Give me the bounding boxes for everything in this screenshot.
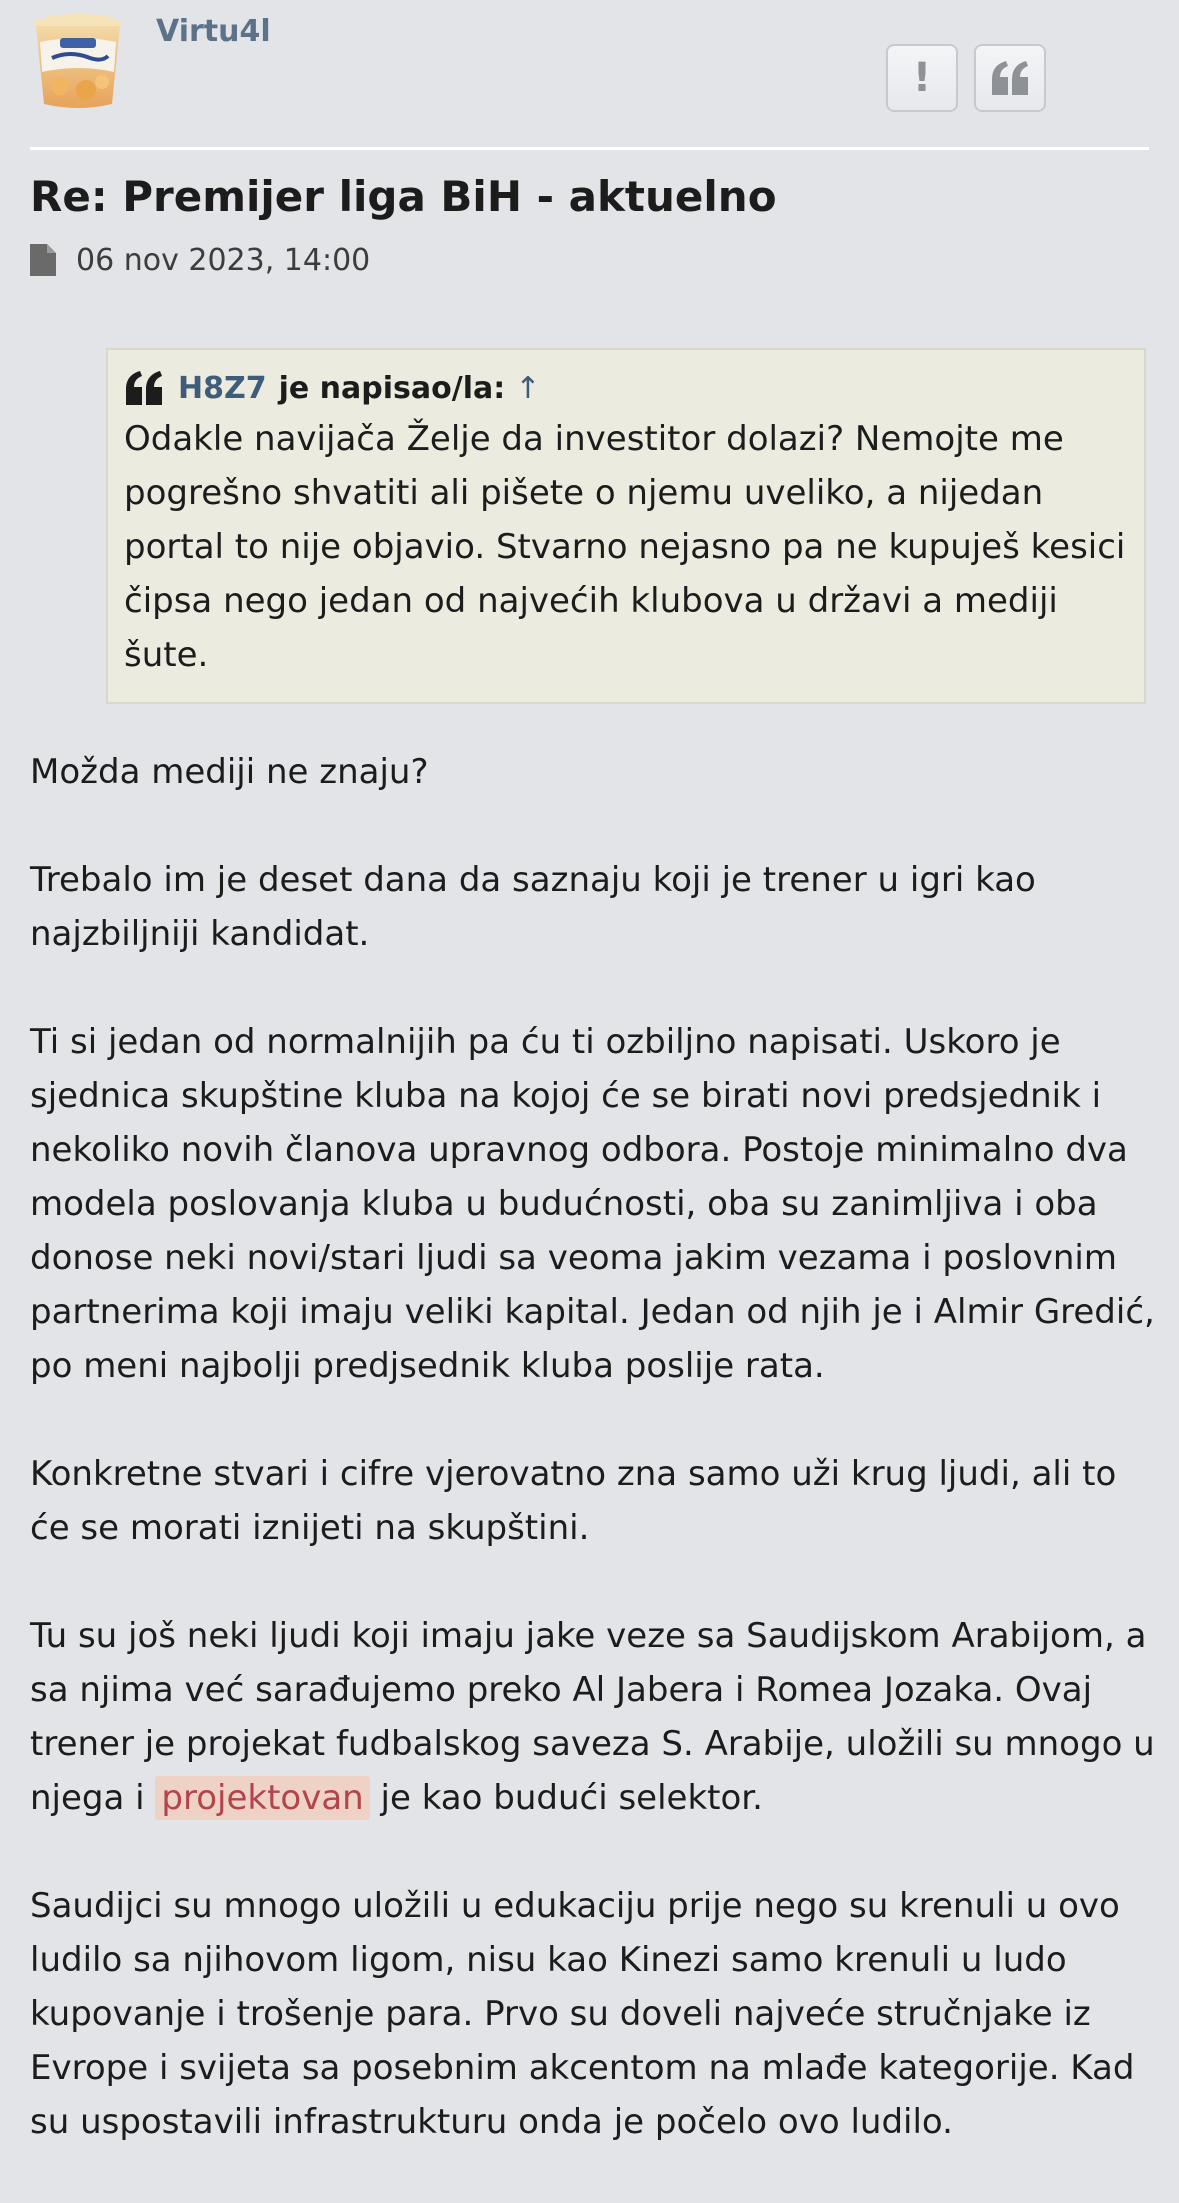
post-paragraph [30, 1609, 1155, 1825]
post-meta [30, 242, 370, 278]
paragraph-text: je kao budući selektor. [369, 1778, 763, 1818]
quote-icon [124, 371, 164, 405]
quote-said-label: je napisao/la: [278, 370, 506, 406]
post-paragraph: Možda mediji ne znaju? [30, 752, 429, 792]
quote-header [124, 366, 1130, 410]
post-title[interactable]: Re: Premijer liga BiH - aktuelno [30, 172, 777, 221]
avatar[interactable] [30, 12, 126, 110]
post-paragraph: Saudijci su mnogo uložili u edukaciju prije nego su krenuli u ovo ludilo sa njihovom ligom, nisu kao Kinezi samo krenuli u ludo kupovanje i trošenje para. Prvo su doveli najveće stručnjake iz Evrope i svijeta sa posebnim akcentom na mlađe kategorije. Kad su uspostavili infrastrukturu onda je počelo ovo ludilo. [30, 1886, 1135, 2142]
quote-block [106, 348, 1146, 704]
quote-marks-icon [990, 61, 1030, 95]
post-body [30, 745, 1155, 2203]
paragraph-text: Tu su još neki ljudi koji imaju jake veze sa Saudijskom Arabijom, a sa njima već sarađujemo preko Al Jabera i Romea Jozaka. Ovaj trener je projekat fudbalskog saveza S. Arabije, uložili su mnogo u njega i [30, 1616, 1155, 1818]
highlighted-word: projektovan [155, 1776, 369, 1820]
report-button[interactable] [886, 44, 958, 112]
quote-button[interactable] [974, 44, 1046, 112]
header-divider [30, 147, 1149, 150]
post-paragraph: Trebalo im je deset dana da saznaju koji je trener u igri kao najzbiljniji kandidat. [30, 860, 1036, 954]
quote-author-link[interactable]: H8Z7 [178, 370, 267, 406]
post-paragraph: Ti si jedan od normalnijih pa ću ti ozbiljno napisati. Uskoro je sjednica skupštine kluba na kojoj će se birati novi predsjednik i nekoliko novih članova upravnog odbora. Postoje minimalno dva modela poslovanja kluba u budućnosti, oba su zanimljiva i oba donose neki novi/stari ljudi sa veoma jakim vezama i poslovnim partnerima koji imaju veliki kapital. Jedan od njih je i Almir Gredić, po meni najbolji predjsednik kluba poslije rata. [30, 1022, 1155, 1386]
quote-source-arrow-icon[interactable]: ↑ [515, 370, 541, 406]
post-date: 06 nov 2023, 14:00 [76, 242, 371, 278]
quote-text: Odakle navijača Želje da investitor dolazi? Nemojte me pogrešno shvatiti ali pišete o njemu uveliko, a nijedan portal to nije objavio. Stvarno nejasno pa ne kupuješ kesici čipsa nego jedan od najvećih klubova u državi a mediji šute. [124, 419, 1126, 675]
report-icon: ! [912, 55, 932, 101]
post-header [0, 0, 1179, 150]
post-file-icon[interactable] [30, 244, 56, 276]
post-paragraph: Konkretne stvari i cifre vjerovatno zna samo uži krug ljudi, ali to će se morati iznijeti na skupštini. [30, 1454, 1117, 1548]
post-author[interactable]: Virtu4l [156, 14, 271, 49]
